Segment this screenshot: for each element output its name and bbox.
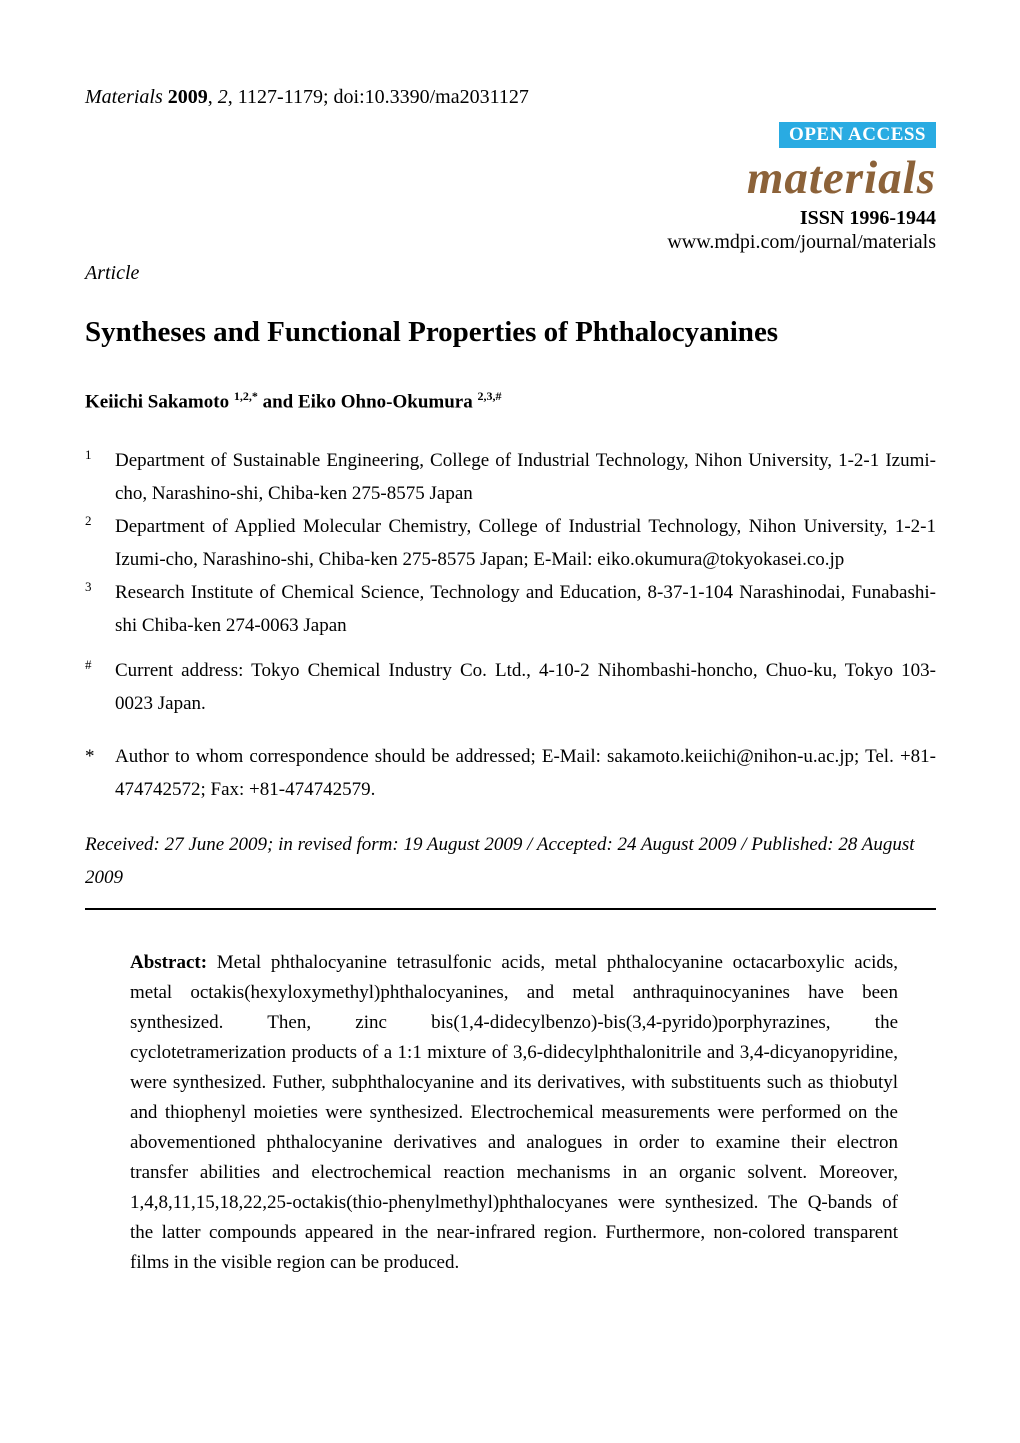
- correspondence-marker: *: [85, 746, 95, 768]
- header-citation: [85, 86, 936, 108]
- citation-volume: 2: [217, 86, 228, 108]
- current-address-marker: #: [85, 657, 92, 673]
- materials-journal-logo: materials: [746, 152, 936, 204]
- author-1-name: Keiichi Sakamoto: [85, 391, 234, 413]
- abstract-text: Metal phthalocyanine tetrasulfonic acids, metal phthalocyanine octacarboxylic acids, metal octakis(hexyloxymethyl)phthalocyanines, and metal anthraquinocyanines have been synthesized. Then, zinc bis(1,4-didecylbenzo)-bis(3,4-pyrido)porphyrazines, the cyclotetramerization products of a 1:1 mixture of 3,6-didecylphthalonitrile and 3,4-dicyanopyridine, were synthesized. Futher, subphthalocyanine and its derivatives, with substituents such as thiobutyl and thiophenyl moieties were synthesized. Electrochemical measurements were performed on the abovementioned phthalocyanine derivatives and analogues in order to examine their electron transfer abilities and electrochemical reaction mechanisms in an organic solvent. Moreover, 1,4,8,11,15,18,22,25-octakis(thio-phenylmethyl)phthalocyanes were synthesized. The Q-bands of the latter compounds appeared in the near-infrared region. Furthermore, non-colored transparent films in the visible region can be produced.: [130, 952, 898, 1274]
- affiliation-1-text: Department of Sustainable Engineering, College of Industrial Technology, Nihon University, 1-2-1 Izumi-cho, Narashino-shi, Chiba-ken 275-8575 Japan: [115, 450, 936, 505]
- affiliation-list: [85, 444, 936, 642]
- journal-branding-block: [85, 122, 936, 254]
- journal-website-url: www.mdpi.com/journal/materials: [667, 231, 936, 253]
- paper-title: Syntheses and Functional Properties of Phthalocyanines: [85, 316, 779, 348]
- author-2-affiliation-marks: 2,3,#: [477, 389, 502, 403]
- note-correspondence: [85, 740, 936, 806]
- citation-journal-name: Materials: [85, 86, 163, 108]
- article-type-label: Article: [85, 262, 140, 284]
- issn-number: ISSN 1996-1944: [799, 207, 936, 229]
- affiliation-1-marker: 1: [85, 447, 92, 463]
- affiliation-2-marker: 2: [85, 513, 92, 529]
- affiliation-item-3: [85, 576, 936, 642]
- citation-separator: ,: [207, 86, 218, 108]
- affiliation-item-2: [85, 510, 936, 576]
- affiliation-3-text: Research Institute of Chemical Science, Technology and Education, 8-37-1-104 Narashinodai, Funabashi-shi Chiba-ken 274-0063 Japan: [115, 582, 936, 637]
- current-address-text: Current address: Tokyo Chemical Industry Co. Ltd., 4-10-2 Nihombashi-honcho, Chuo-ku, Tokyo 103-0023 Japan.: [115, 660, 936, 715]
- correspondence-text: Author to whom correspondence should be addressed; E-Mail: sakamoto.keiichi@nihon-u.ac.jp; Tel. +81-474742572; Fax: +81-474742579.: [115, 746, 936, 801]
- dates-line: Received: 27 June 2009; in revised form: 19 August 2009 / Accepted: 24 August 2009 / Published: 28 August 2009: [85, 834, 915, 889]
- affiliation-item-1: [85, 444, 936, 510]
- affiliation-2-text: Department of Applied Molecular Chemistry, College of Industrial Technology, Nihon University, 1-2-1 Izumi-cho, Narashino-shi, Chiba-ken 275-8575 Japan; E-Mail: eiko.okumura@tokyokasei.co.jp: [115, 516, 936, 571]
- affiliation-3-marker: 3: [85, 579, 92, 595]
- citation-pages-doi: , 1127-1179; doi:10.3390/ma2031127: [227, 86, 529, 108]
- open-access-badge: OPEN ACCESS: [779, 122, 936, 148]
- abstract-label: Abstract:: [130, 952, 208, 974]
- note-current-address: [85, 654, 936, 720]
- author-1-affiliation-marks: 1,2,*: [233, 389, 258, 403]
- authors-line: [85, 384, 936, 414]
- abstract-block: [130, 948, 898, 1278]
- section-divider: [85, 908, 936, 910]
- citation-year: 2009: [162, 86, 208, 108]
- authors-connector: and: [257, 391, 298, 413]
- author-2-name: Eiko Ohno-Okumura: [297, 391, 478, 413]
